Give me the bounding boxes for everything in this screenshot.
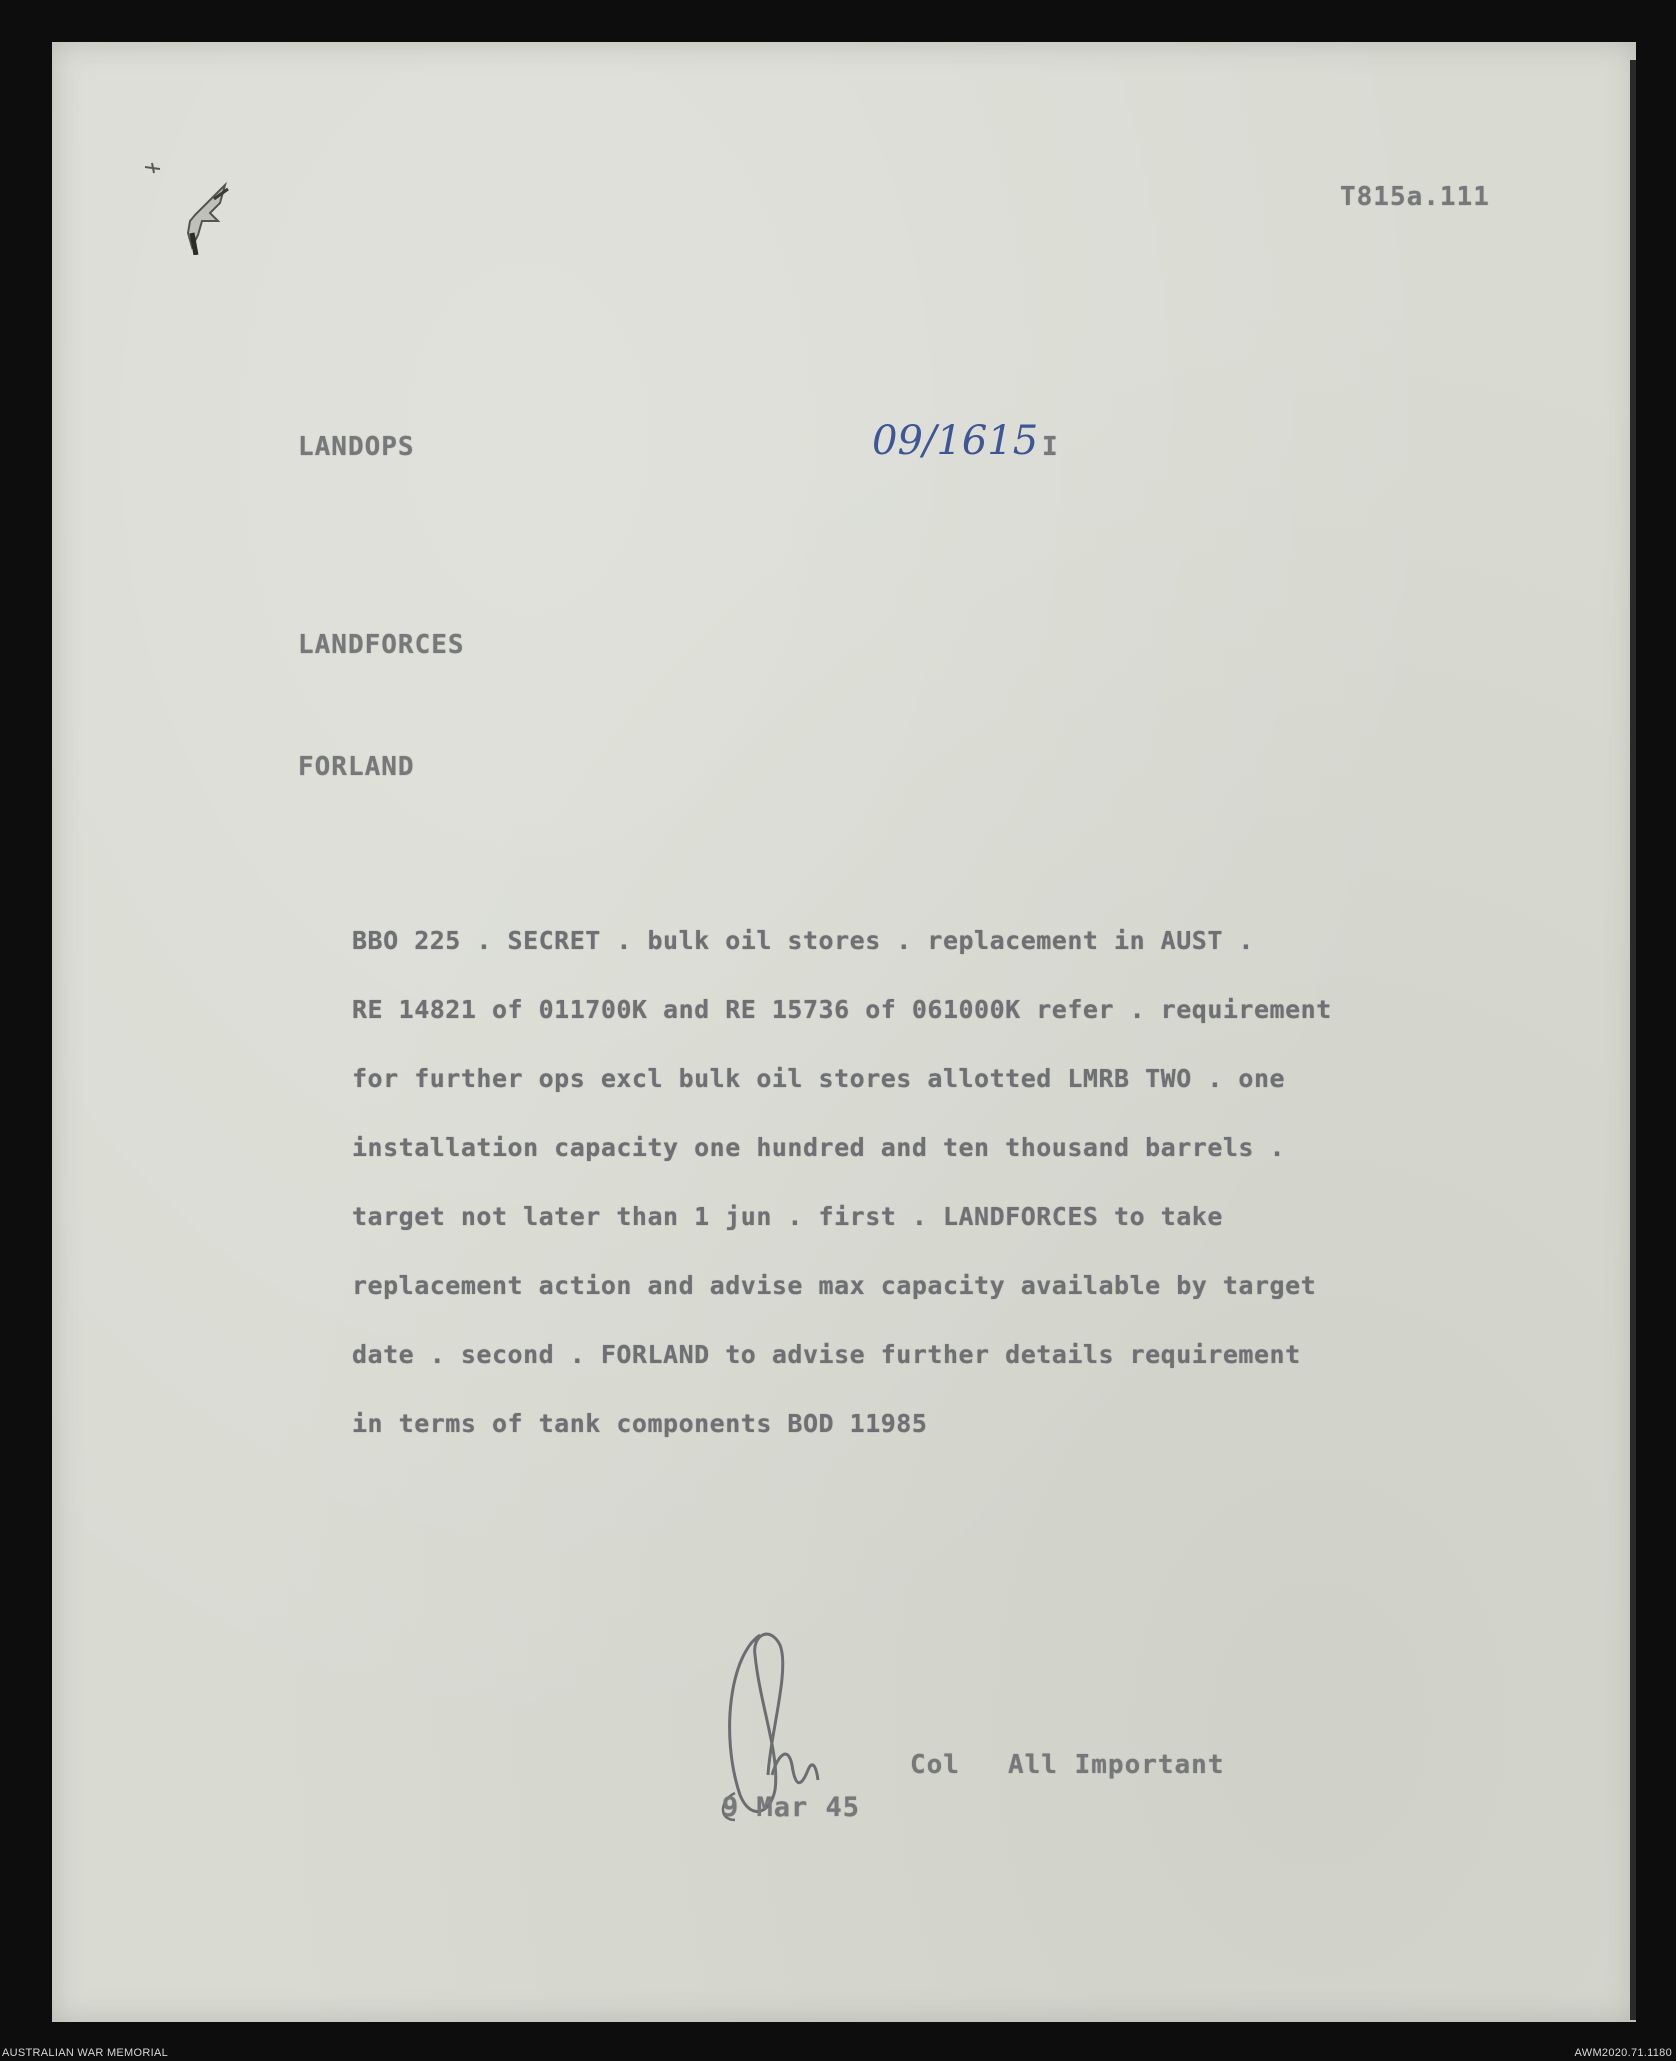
- archive-reference: AWM2020.71.1180: [1574, 2047, 1672, 2059]
- page-edge: [1630, 60, 1636, 2020]
- message-line: RE 14821 of 011700K and RE 15736 of 061000K refer . requirement: [352, 995, 1332, 1024]
- message-line: BBO 225 . SECRET . bulk oil stores . replacement in AUST .: [352, 926, 1254, 955]
- document-reference: T815a.111: [1340, 182, 1490, 212]
- message-line: installation capacity one hundred and ten thousand barrels .: [352, 1133, 1286, 1162]
- message-line: for further ops excl bulk oil stores allotted LMRB TWO . one: [352, 1064, 1286, 1093]
- message-line: date . second . FORLAND to advise further details requirement: [352, 1340, 1301, 1369]
- signatory-rank: Col: [910, 1750, 960, 1780]
- addressee-info: FORLAND: [298, 752, 415, 782]
- message-line: in terms of tank components BOD 11985: [352, 1409, 928, 1438]
- archive-credit: AUSTRALIAN WAR MEMORIAL: [2, 2047, 169, 2059]
- classification: All Important: [1008, 1750, 1225, 1780]
- date-time-group: 09/1615: [872, 418, 1039, 464]
- message-line: target not later than 1 jun . first . LANDFORCES to take: [352, 1202, 1223, 1231]
- date-time-suffix: I: [1042, 432, 1059, 462]
- addressee-action: LANDFORCES: [298, 630, 465, 660]
- message-line: replacement action and advise max capacity available by target: [352, 1271, 1317, 1300]
- punch-hole-mark: [140, 155, 240, 255]
- signature-date: 9 Mar 45: [722, 1792, 861, 1823]
- from-office: LANDOPS: [298, 432, 415, 462]
- message-body: [352, 906, 1412, 1458]
